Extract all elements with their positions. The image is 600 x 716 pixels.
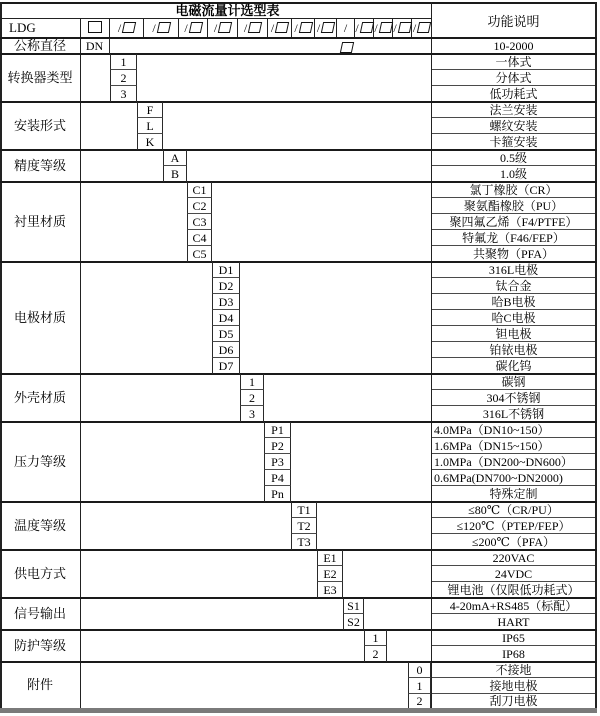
option-code: 3 bbox=[240, 406, 264, 422]
lining-material-label: 衬里材质 bbox=[13, 214, 66, 229]
option-desc: 0.6MPa(DN700~DN2000) bbox=[432, 470, 595, 486]
placeholder-box-icon bbox=[398, 22, 412, 33]
option-desc: 304不锈钢 bbox=[432, 390, 595, 406]
option-desc: ≤80℃（CR/PU） bbox=[432, 502, 595, 518]
model-code-slot: / bbox=[393, 18, 412, 38]
model-code-box bbox=[80, 18, 110, 38]
option-desc: 316L不锈钢 bbox=[482, 407, 545, 421]
model-code-slot: / bbox=[268, 18, 292, 38]
placeholder-box-icon bbox=[189, 22, 203, 33]
option-desc: 4.0MPa（DN10~150） bbox=[432, 422, 595, 438]
option-code: Pn bbox=[264, 486, 291, 502]
option-desc: 碳化钨 bbox=[495, 359, 532, 373]
placeholder-box-icon bbox=[218, 22, 232, 33]
diameter-label: 公称直径 bbox=[13, 38, 66, 53]
option-code: P3 bbox=[264, 454, 291, 470]
option-desc: 共聚物（PFA） bbox=[472, 247, 555, 261]
option-code: D6 bbox=[212, 342, 240, 358]
option-desc: 一体式 bbox=[432, 54, 595, 70]
option-desc: 哈C电极 bbox=[432, 310, 595, 326]
option-desc: 钽电极 bbox=[432, 326, 595, 342]
option-code: D3 bbox=[212, 294, 240, 310]
protection-rating-label: 防护等级 bbox=[13, 638, 66, 653]
model-code-slot: / bbox=[412, 18, 431, 38]
option-desc: 1.6MPa（DN15~150） bbox=[432, 438, 595, 454]
option-code: T2 bbox=[291, 518, 317, 534]
placeholder-box-icon bbox=[417, 22, 431, 33]
option-desc: 1.0MPa（DN200~DN600） bbox=[432, 454, 595, 470]
option-desc: 接地电极 bbox=[432, 678, 595, 694]
placeholder-box-icon bbox=[339, 42, 353, 53]
model-code-slot: / bbox=[144, 18, 179, 38]
option-desc: 220VAC bbox=[432, 550, 595, 566]
option-desc: 刮刀电极 bbox=[489, 694, 538, 708]
option-code: K bbox=[137, 134, 163, 150]
placeholder-box-icon bbox=[122, 22, 136, 33]
option-desc: 不接地 bbox=[432, 662, 595, 678]
option-desc: 碳钢 bbox=[432, 374, 595, 390]
option-desc: IP68 bbox=[502, 647, 525, 661]
option-code: P2 bbox=[264, 438, 291, 454]
option-desc: 钛合金 bbox=[432, 278, 595, 294]
temperature-rating-label: 温度等级 bbox=[13, 518, 66, 533]
option-desc: 0.5级 bbox=[432, 150, 595, 166]
model-code-slot: / bbox=[337, 18, 355, 38]
accessories-label: 附件 bbox=[26, 677, 53, 692]
diameter-desc: 10-2000 bbox=[493, 39, 534, 53]
option-code: 0 bbox=[408, 662, 431, 678]
option-code: C4 bbox=[187, 230, 212, 246]
option-code: T1 bbox=[291, 502, 317, 518]
signal-output-label: 信号输出 bbox=[13, 606, 66, 621]
option-code: E3 bbox=[317, 582, 343, 598]
option-desc: 聚四氟乙烯（F4/PTFE） bbox=[432, 214, 595, 230]
option-code: 2 bbox=[240, 390, 264, 406]
placeholder-box-icon bbox=[275, 22, 289, 33]
option-desc: 低功耗式 bbox=[489, 87, 538, 101]
option-code: D5 bbox=[212, 326, 240, 342]
table-bottom-bar bbox=[0, 708, 597, 713]
option-code: P4 bbox=[264, 470, 291, 486]
model-code-slot: / bbox=[355, 18, 374, 38]
diameter-code: DN bbox=[80, 38, 110, 54]
option-code: 1 bbox=[110, 54, 137, 70]
option-code: 3 bbox=[110, 86, 137, 102]
page-title: 电磁流量计选型表 bbox=[175, 3, 280, 18]
option-desc: 24VDC bbox=[432, 566, 595, 582]
placeholder-box-icon bbox=[299, 22, 313, 33]
placeholder-box-icon bbox=[248, 22, 262, 33]
converter-type-label: 转换器类型 bbox=[7, 70, 73, 85]
option-code: B bbox=[163, 166, 187, 182]
model-code-slot: / bbox=[110, 18, 144, 38]
placeholder-box-icon bbox=[379, 22, 393, 33]
option-code: C3 bbox=[187, 214, 212, 230]
option-desc: 聚氨酯橡胶（PU） bbox=[432, 198, 595, 214]
option-desc: 卡箍安装 bbox=[489, 135, 538, 149]
option-code: E1 bbox=[317, 550, 343, 566]
option-code: A bbox=[163, 150, 187, 166]
model-code-slot: / bbox=[238, 18, 268, 38]
model-code-slot: / bbox=[179, 18, 208, 38]
option-desc: 哈B电极 bbox=[432, 294, 595, 310]
power-supply-label: 供电方式 bbox=[13, 566, 66, 581]
model-code-slot: / bbox=[374, 18, 393, 38]
accuracy-label: 精度等级 bbox=[13, 158, 66, 173]
option-desc: 螺纹安装 bbox=[432, 118, 595, 134]
model-code-slot: / bbox=[208, 18, 238, 38]
option-desc: 316L电极 bbox=[432, 262, 595, 278]
option-code: E2 bbox=[317, 566, 343, 582]
option-desc: 4-20mA+RS485（标配） bbox=[432, 598, 595, 614]
placeholder-box-icon bbox=[88, 21, 102, 33]
model-code-slot: / bbox=[315, 18, 337, 38]
model-prefix: LDG bbox=[9, 20, 36, 35]
option-desc: 氯丁橡胶（CR） bbox=[432, 182, 595, 198]
function-column-header: 功能说明 bbox=[487, 13, 540, 29]
label-column-divider bbox=[80, 18, 81, 708]
placeholder-box-icon bbox=[321, 22, 335, 33]
option-code: 1 bbox=[408, 678, 431, 694]
option-code: F bbox=[137, 102, 163, 118]
option-code: 2 bbox=[408, 694, 431, 708]
installation-label: 安装形式 bbox=[13, 118, 66, 133]
option-code: L bbox=[137, 118, 163, 134]
option-code: C2 bbox=[187, 198, 212, 214]
placeholder-box-icon bbox=[360, 22, 374, 33]
option-code: 1 bbox=[240, 374, 264, 390]
option-code: C1 bbox=[187, 182, 212, 198]
pressure-rating-label: 压力等级 bbox=[13, 454, 66, 469]
table-right-border bbox=[595, 2, 597, 710]
option-desc: 特氟龙（F46/FEP） bbox=[432, 230, 595, 246]
option-desc: 铂铱电极 bbox=[432, 342, 595, 358]
option-code: T3 bbox=[291, 534, 317, 550]
option-desc: 分体式 bbox=[432, 70, 595, 86]
option-code: S1 bbox=[343, 598, 364, 614]
model-code-slot: / bbox=[292, 18, 315, 38]
option-code: 2 bbox=[364, 646, 387, 662]
option-code: S2 bbox=[343, 614, 364, 630]
option-desc: IP65 bbox=[432, 630, 595, 646]
option-code: D1 bbox=[212, 262, 240, 278]
placeholder-box-icon bbox=[157, 22, 171, 33]
option-code: 1 bbox=[364, 630, 387, 646]
option-code: D7 bbox=[212, 358, 240, 374]
housing-material-label: 外壳材质 bbox=[13, 390, 66, 405]
electrode-material-label: 电极材质 bbox=[13, 310, 66, 325]
option-desc: 1.0级 bbox=[499, 167, 527, 181]
option-code: P1 bbox=[264, 422, 291, 438]
option-desc: 法兰安装 bbox=[432, 102, 595, 118]
option-desc: ≤200℃（PFA） bbox=[471, 535, 556, 549]
option-desc: 锂电池（仅限低功耗式） bbox=[447, 583, 580, 597]
option-code: D4 bbox=[212, 310, 240, 326]
option-desc: HART bbox=[497, 615, 530, 629]
option-desc: 特殊定制 bbox=[489, 487, 538, 501]
option-code: C5 bbox=[187, 246, 212, 262]
option-code: 2 bbox=[110, 70, 137, 86]
option-code: D2 bbox=[212, 278, 240, 294]
option-desc: ≤120℃（PTEP/FEP） bbox=[432, 518, 595, 534]
